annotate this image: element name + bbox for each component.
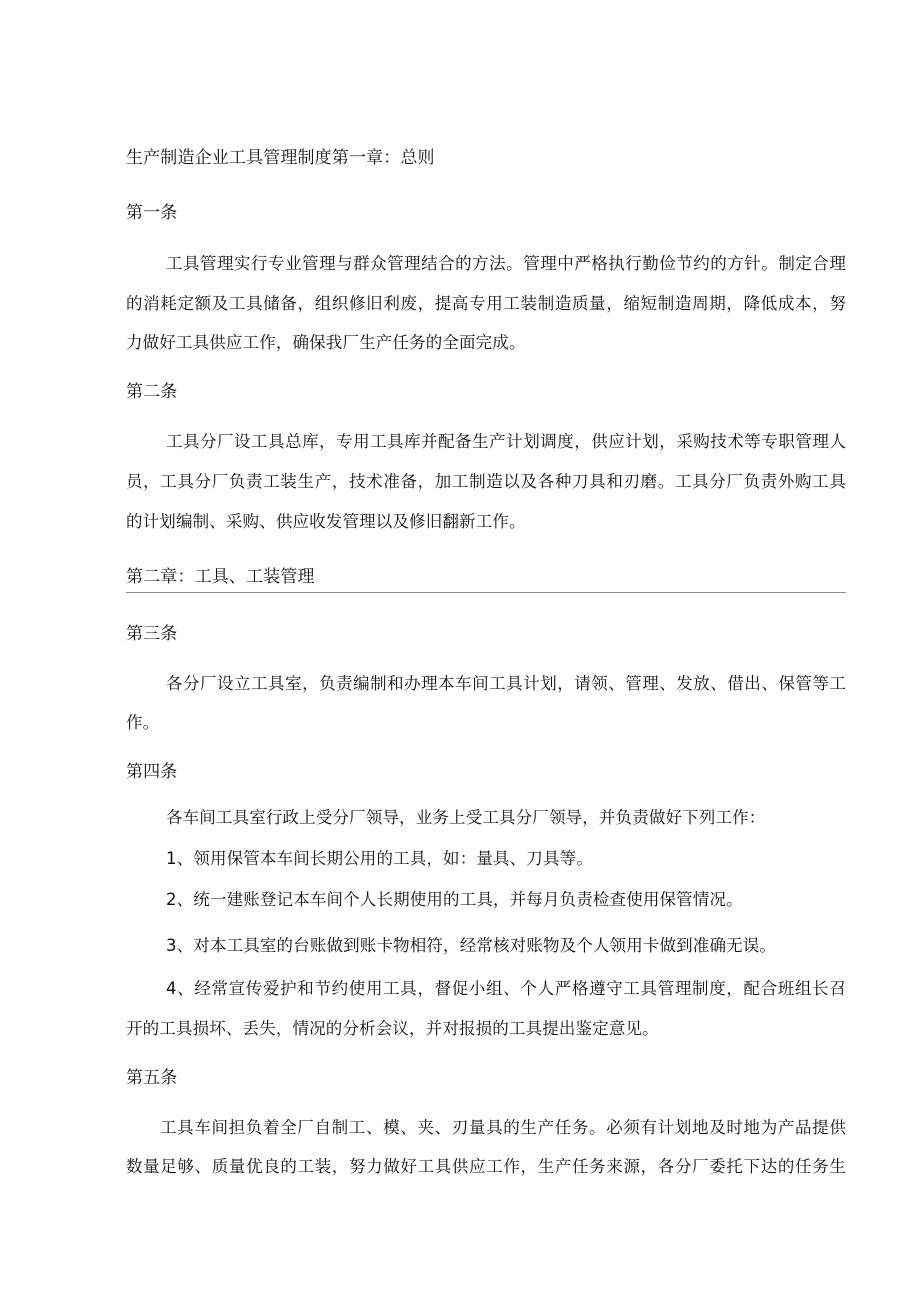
article-4-item-3: 3、对本工具室的台账做到账卡物相符，经常核对账物及个人领用卡做到准确无误。 [166, 936, 777, 955]
article-4-item-2: 2、统一建账登记本车间个人长期使用的工具，并每月负责检查使用保管情况。 [166, 890, 743, 909]
document-title: 生产制造企业工具管理制度第一章：总则 [126, 148, 435, 168]
article-2-line-2: 员，工具分厂负责工装生产，技术准备，加工制造以及各种刀具和刃磨。工具分厂负责外购工具 [126, 472, 846, 491]
article-1-line-3: 力做好工具供应工作，确保我厂生产任务的全面完成。 [126, 333, 526, 352]
article-3-line-2: 作。 [126, 713, 160, 732]
chapter-divider [126, 592, 846, 593]
article-1-heading: 第一条 [126, 203, 178, 223]
article-2-line-1: 工具分厂设工具总库，专用工具库并配备生产计划调度，供应计划，采购技术等专职管理人 [166, 432, 846, 451]
article-5-heading: 第五条 [126, 1068, 178, 1088]
article-2-line-3: 的计划编制、采购、供应收发管理以及修旧翻新工作。 [126, 512, 526, 531]
article-3-heading: 第三条 [126, 624, 178, 644]
article-4-item-1: 1、领用保管本车间长期公用的工具，如：量具、刀具等。 [166, 849, 593, 868]
article-1-line-1: 工具管理实行专业管理与群众管理结合的方法。管理中严格执行勤俭节约的方针。制定合理 [166, 254, 846, 273]
article-2-heading: 第二条 [126, 382, 178, 402]
article-4-line-1: 各车间工具室行政上受分厂领导，业务上受工具分厂领导，并负责做好下列工作： [166, 808, 766, 827]
article-1-line-2: 的消耗定额及工具储备，组织修旧利废，提高专用工装制造质量，缩短制造周期，降低成本，努 [126, 294, 846, 313]
article-5-line-2: 数量足够、质量优良的工装，努力做好工具供应工作，生产任务来源，各分厂委托下达的任务生 [126, 1157, 846, 1176]
chapter-2-heading: 第二章：工具、工装管理 [126, 567, 315, 587]
article-4-item-4-line-1: 4、经常宣传爱护和节约使用工具，督促小组、个人严格遵守工具管理制度，配合班组长召 [166, 979, 846, 998]
article-4-item-4-line-2: 开的工具损坏、丢失，情况的分析会议，并对报损的工具提出鉴定意见。 [126, 1019, 659, 1038]
article-5-line-1: 工具车间担负着全厂自制工、模、夹、刃量具的生产任务。必须有计划地及时地为产品提供 [160, 1118, 846, 1137]
article-4-heading: 第四条 [126, 762, 178, 782]
article-3-line-1: 各分厂设立工具室，负责编制和办理本车间工具计划，请领、管理、发放、借出、保管等工 [166, 674, 846, 693]
